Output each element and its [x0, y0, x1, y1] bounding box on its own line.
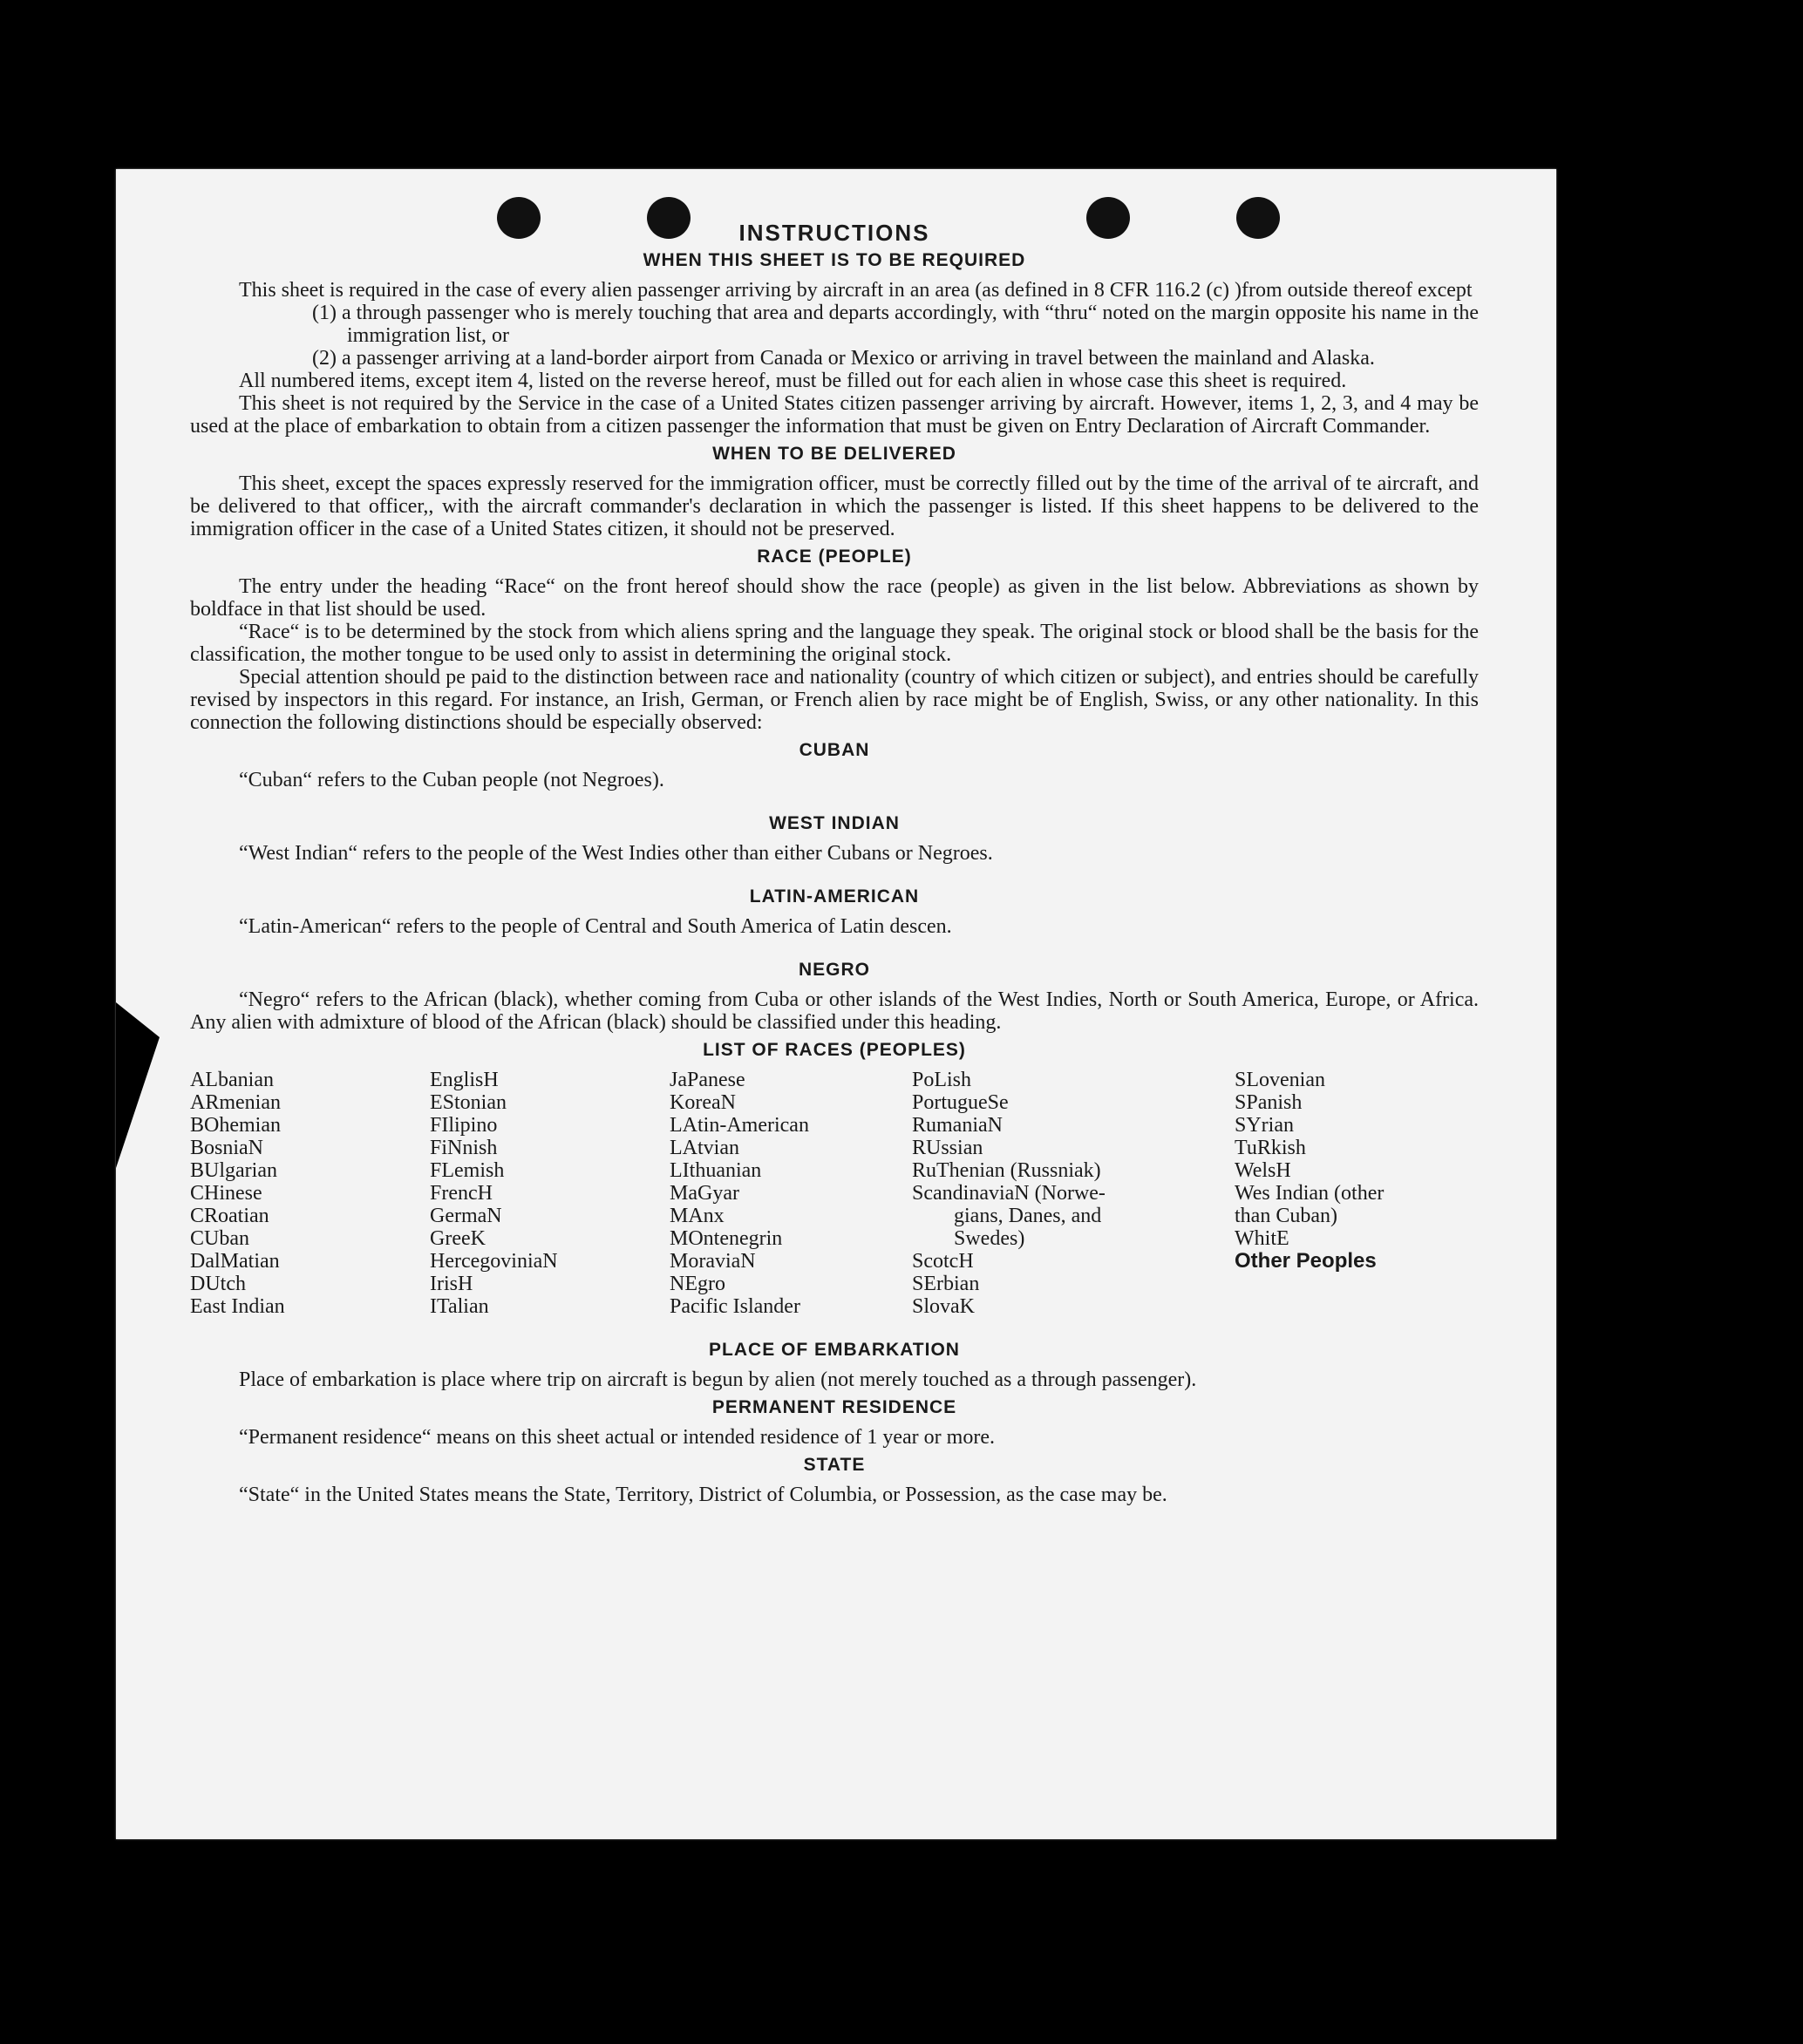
race-entry: SErbian [912, 1273, 980, 1295]
race-entry: MoraviaN [670, 1250, 756, 1273]
race-entry: BUlgarian [190, 1159, 277, 1182]
race-entry: MAnx [670, 1205, 725, 1227]
race-list [190, 1069, 1479, 1318]
race-entry: ITalian [430, 1295, 489, 1318]
race-entry: KoreaN [670, 1091, 736, 1114]
paragraph: This sheet is required in the case of every alien passenger arriving by aircraft in an area (as defined in 8 CFR 116.2 (c) )from outside thereof except [239, 279, 1473, 302]
race-column [1235, 1069, 1479, 1318]
paragraph: Place of embarkation is place where trip on aircraft is begun by alien (not merely touched as a through passenger). [239, 1368, 1197, 1391]
race-entry: RumaniaN [912, 1114, 1003, 1137]
race-entry: SlovaK [912, 1295, 975, 1318]
race-entry: CRoatian [190, 1205, 269, 1227]
race-entry: DUtch [190, 1273, 246, 1295]
race-entry: FiNnish [430, 1137, 498, 1159]
race-entry: BOhemian [190, 1114, 281, 1137]
paragraph: Special attention should pe paid to the distinction between race and nationality (country of which citizen or subject), and entries should be carefully revised by inspectors in this regard. For instance, an Irish, German, or French alien by race might be of English, Swiss, or any other nationality. In this connection the following distinctions should be especially observed: [190, 666, 1479, 734]
paragraph: “Latin-American“ refers to the people of Central and South America of Latin descen. [239, 915, 952, 938]
race-entry: gians, Danes, and [912, 1205, 1102, 1227]
section-heading: PERMANENT RESIDENCE [711, 1397, 957, 1417]
race-entry: Wes Indian (other [1235, 1182, 1385, 1205]
race-column [190, 1069, 430, 1318]
section-heading: RACE (PEOPLE) [757, 547, 912, 567]
race-entry: LIthuanian [670, 1159, 762, 1182]
race-entry: EStonian [430, 1091, 507, 1114]
paragraph: “Cuban“ refers to the Cuban people (not Negroes). [239, 769, 664, 791]
race-entry: Pacific Islander [670, 1295, 800, 1318]
race-entry: LAtin-American [670, 1114, 809, 1137]
page-title: INSTRUCTIONS [738, 220, 930, 246]
race-entry: WelsH [1235, 1159, 1291, 1182]
paragraph: This sheet, except the spaces expressly reserved for the immigration officer, must be correctly filled out by the time of the arrival of te aircraft, and be delivered to that officer,, with the aircraft commander's declaration in which the passenger is listed. If this sheet happens to be delivered to the immigration officer in the case of a United States citizen, it should not be preserved. [190, 472, 1479, 540]
race-entry: ScandinaviaN (Norwe- [912, 1182, 1106, 1205]
race-entry: HercegoviniaN [430, 1250, 558, 1273]
section-heading: STATE [803, 1455, 866, 1475]
paragraph: “State“ in the United States means the State, Territory, District of Columbia, or Possession, as the case may be. [239, 1484, 1167, 1506]
race-column [670, 1069, 912, 1318]
race-entry: RUssian [912, 1137, 983, 1159]
section-heading: PLACE OF EMBARKATION [709, 1340, 960, 1360]
race-entry: ARmenian [190, 1091, 281, 1114]
race-entry: GermaN [430, 1205, 502, 1227]
section-heading: WHEN TO BE DELIVERED [712, 444, 956, 464]
race-entry: SPanish [1235, 1091, 1303, 1114]
race-entry: DalMatian [190, 1250, 280, 1273]
list-item: (2) a passenger arriving at a land-border airport from Canada or Mexico or arriving in travel between the mainland and Alaska. [312, 347, 1375, 370]
paragraph: “Permanent residence“ means on this sheet actual or intended residence of 1 year or more. [239, 1426, 995, 1449]
race-entry: EnglisH [430, 1069, 499, 1091]
race-entry: PortugueSe [912, 1091, 1009, 1114]
race-entry: SYrian [1235, 1114, 1294, 1137]
section-heading: LIST OF RACES (PEOPLES) [703, 1040, 966, 1060]
race-entry: RuThenian (Russniak) [912, 1159, 1101, 1182]
section-heading: WHEN THIS SHEET IS TO BE REQUIRED [643, 250, 1026, 270]
document-body [190, 218, 1479, 1506]
race-column [912, 1069, 1235, 1318]
section-heading: CUBAN [799, 740, 870, 760]
race-entry: MOntenegrin [670, 1227, 783, 1250]
race-entry: Swedes) [912, 1227, 1025, 1250]
race-column [430, 1069, 670, 1318]
race-entry: FLemish [430, 1159, 505, 1182]
race-entry: GreeK [430, 1227, 486, 1250]
paragraph: “Negro“ refers to the African (black), whether coming from Cuba or other islands of the West Indies, North or South America, Europe, or Africa. Any alien with admixture of blood of the African (black) should be classified under this heading. [190, 988, 1479, 1034]
torn-edge [116, 1002, 160, 1168]
race-entry: FIlipino [430, 1114, 498, 1137]
race-entry: JaPanese [670, 1069, 745, 1091]
paragraph: This sheet is not required by the Service in the case of a United States citizen passenger arriving by aircraft. However, items 1, 2, 3, and 4 may be used at the place of embarkation to obtain from a citizen passenger the information that must be given on Entry Declaration of Aircraft Commander. [190, 392, 1479, 438]
race-entry: ALbanian [190, 1069, 274, 1091]
race-entry: IrisH [430, 1273, 473, 1295]
section-heading: LATIN-AMERICAN [749, 886, 920, 907]
race-entry: SLovenian [1235, 1069, 1325, 1091]
race-entry: than Cuban) [1235, 1205, 1337, 1227]
section-heading: WEST INDIAN [769, 813, 900, 833]
race-entry: ScotcH [912, 1250, 974, 1273]
paragraph: “Race“ is to be determined by the stock from which aliens spring and the language they speak. The original stock or blood shall be the basis for the classification, the mother tongue to be used only to assist in determining the original stock. [190, 621, 1479, 666]
race-entry: PoLish [912, 1069, 972, 1091]
list-item: (1) a through passenger who is merely touching that area and departs accordingly, with “thru“ noted on the margin opposite his name in the immigration list, or [312, 302, 1479, 347]
race-entry: Other Peoples [1235, 1249, 1377, 1273]
race-entry: LAtvian [670, 1137, 739, 1159]
paragraph: All numbered items, except item 4, listed on the reverse hereof, must be filled out for each alien in whose case this sheet is required. [239, 370, 1347, 392]
race-entry: TuRkish [1235, 1137, 1306, 1159]
paragraph: “West Indian“ refers to the people of the West Indies other than either Cubans or Negroes. [239, 842, 993, 865]
race-entry: CHinese [190, 1182, 262, 1205]
race-entry: MaGyar [670, 1182, 739, 1205]
race-entry: CUban [190, 1227, 249, 1250]
race-entry: NEgro [670, 1273, 725, 1295]
race-entry: BosniaN [190, 1137, 263, 1159]
paragraph: The entry under the heading “Race“ on the front hereof should show the race (people) as given in the list below. Abbreviations as shown by boldface in that list should be used. [190, 575, 1479, 621]
race-entry: WhitE [1235, 1227, 1289, 1250]
race-entry: FrencH [430, 1182, 493, 1205]
race-entry: East Indian [190, 1295, 285, 1318]
section-heading: NEGRO [798, 960, 870, 980]
